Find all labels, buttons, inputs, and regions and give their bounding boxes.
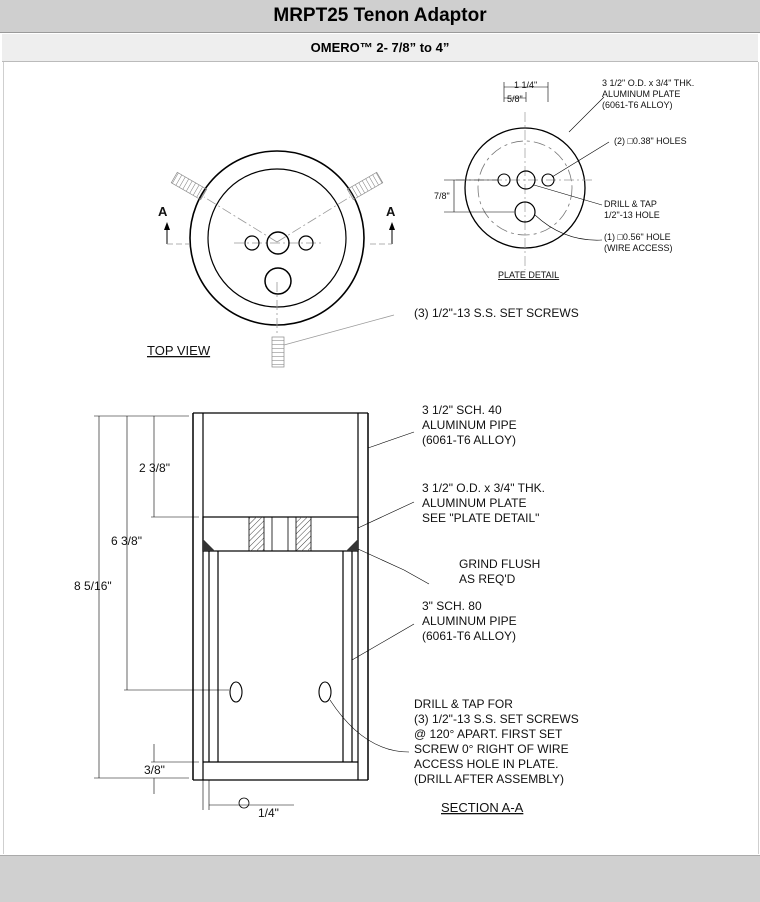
dim-mid: 6 3/8" [111, 534, 142, 548]
drill-note: DRILL & TAP FOR (3) 1/2"-13 S.S. SET SCREWS @ 120° APART. FIRST SET SCREW 0° RIGHT OF WIRE ACCESS HOLE IN PLATE. (DRILL AFTER ASSEMBLY) [414, 697, 579, 786]
top-view-caption: TOP VIEW [147, 343, 211, 358]
section-plate-note: 3 1/2" O.D. x 3/4" THK. ALUMINUM PLATE SEE "PLATE DETAIL" [422, 481, 546, 525]
section-mark-left: A [158, 204, 168, 219]
plate-note: 3 1/2" O.D. x 3/4" THK. ALUMINUM PLATE (6061-T6 ALLOY) [602, 78, 695, 110]
drawing-area [3, 62, 759, 854]
page-title: MRPT25 Tenon Adaptor [0, 0, 760, 33]
plate-detail [434, 78, 697, 280]
plate-dim-outer: 1 1/4" [514, 80, 538, 90]
section-caption: SECTION A-A [441, 800, 524, 815]
footer-bar [0, 855, 760, 902]
dim-top: 2 3/8" [139, 461, 170, 475]
page-subtitle: OMERO™ 2- 7/8” to 4” [2, 34, 758, 62]
set-screw-right [347, 172, 382, 199]
set-screw-bottom [272, 337, 284, 367]
section-mark-right: A [386, 204, 396, 219]
top-view-access-hole [265, 268, 291, 294]
plate-access-note: (1) □0.56" HOLE (WIRE ACCESS) [604, 232, 673, 253]
grind-note: GRIND FLUSH AS REQ'D [459, 557, 541, 586]
plate-detail-caption: PLATE DETAIL [498, 270, 560, 280]
set-screws-note: (3) 1/2"-13 S.S. SET SCREWS [414, 306, 579, 320]
pipe-80-note: 3" SCH. 80 ALUMINUM PIPE (6061-T6 ALLOY) [422, 599, 517, 643]
top-view [147, 151, 579, 367]
section-hole-right [319, 682, 331, 702]
set-screw-left [171, 172, 206, 199]
dim-bottom: 3/8" [144, 763, 165, 777]
plate-dim-side: 7/8" [434, 191, 450, 201]
pipe-40-note: 3 1/2" SCH. 40 ALUMINUM PIPE (6061-T6 ALLOY) [422, 403, 517, 447]
dim-wall: 1/4" [258, 806, 279, 820]
section-hole-left [230, 682, 242, 702]
section-plate [203, 517, 358, 551]
plate-tap-note: DRILL & TAP 1/2"-13 HOLE [604, 199, 660, 220]
dim-total: 8 5/16" [74, 579, 112, 593]
plate-holes-note: (2) □0.38" HOLES [614, 136, 687, 146]
technical-drawing [4, 62, 758, 854]
plate-dim-inner: 5/8" [507, 94, 523, 104]
top-view-outer-circle [190, 151, 364, 325]
section-view [74, 403, 582, 820]
